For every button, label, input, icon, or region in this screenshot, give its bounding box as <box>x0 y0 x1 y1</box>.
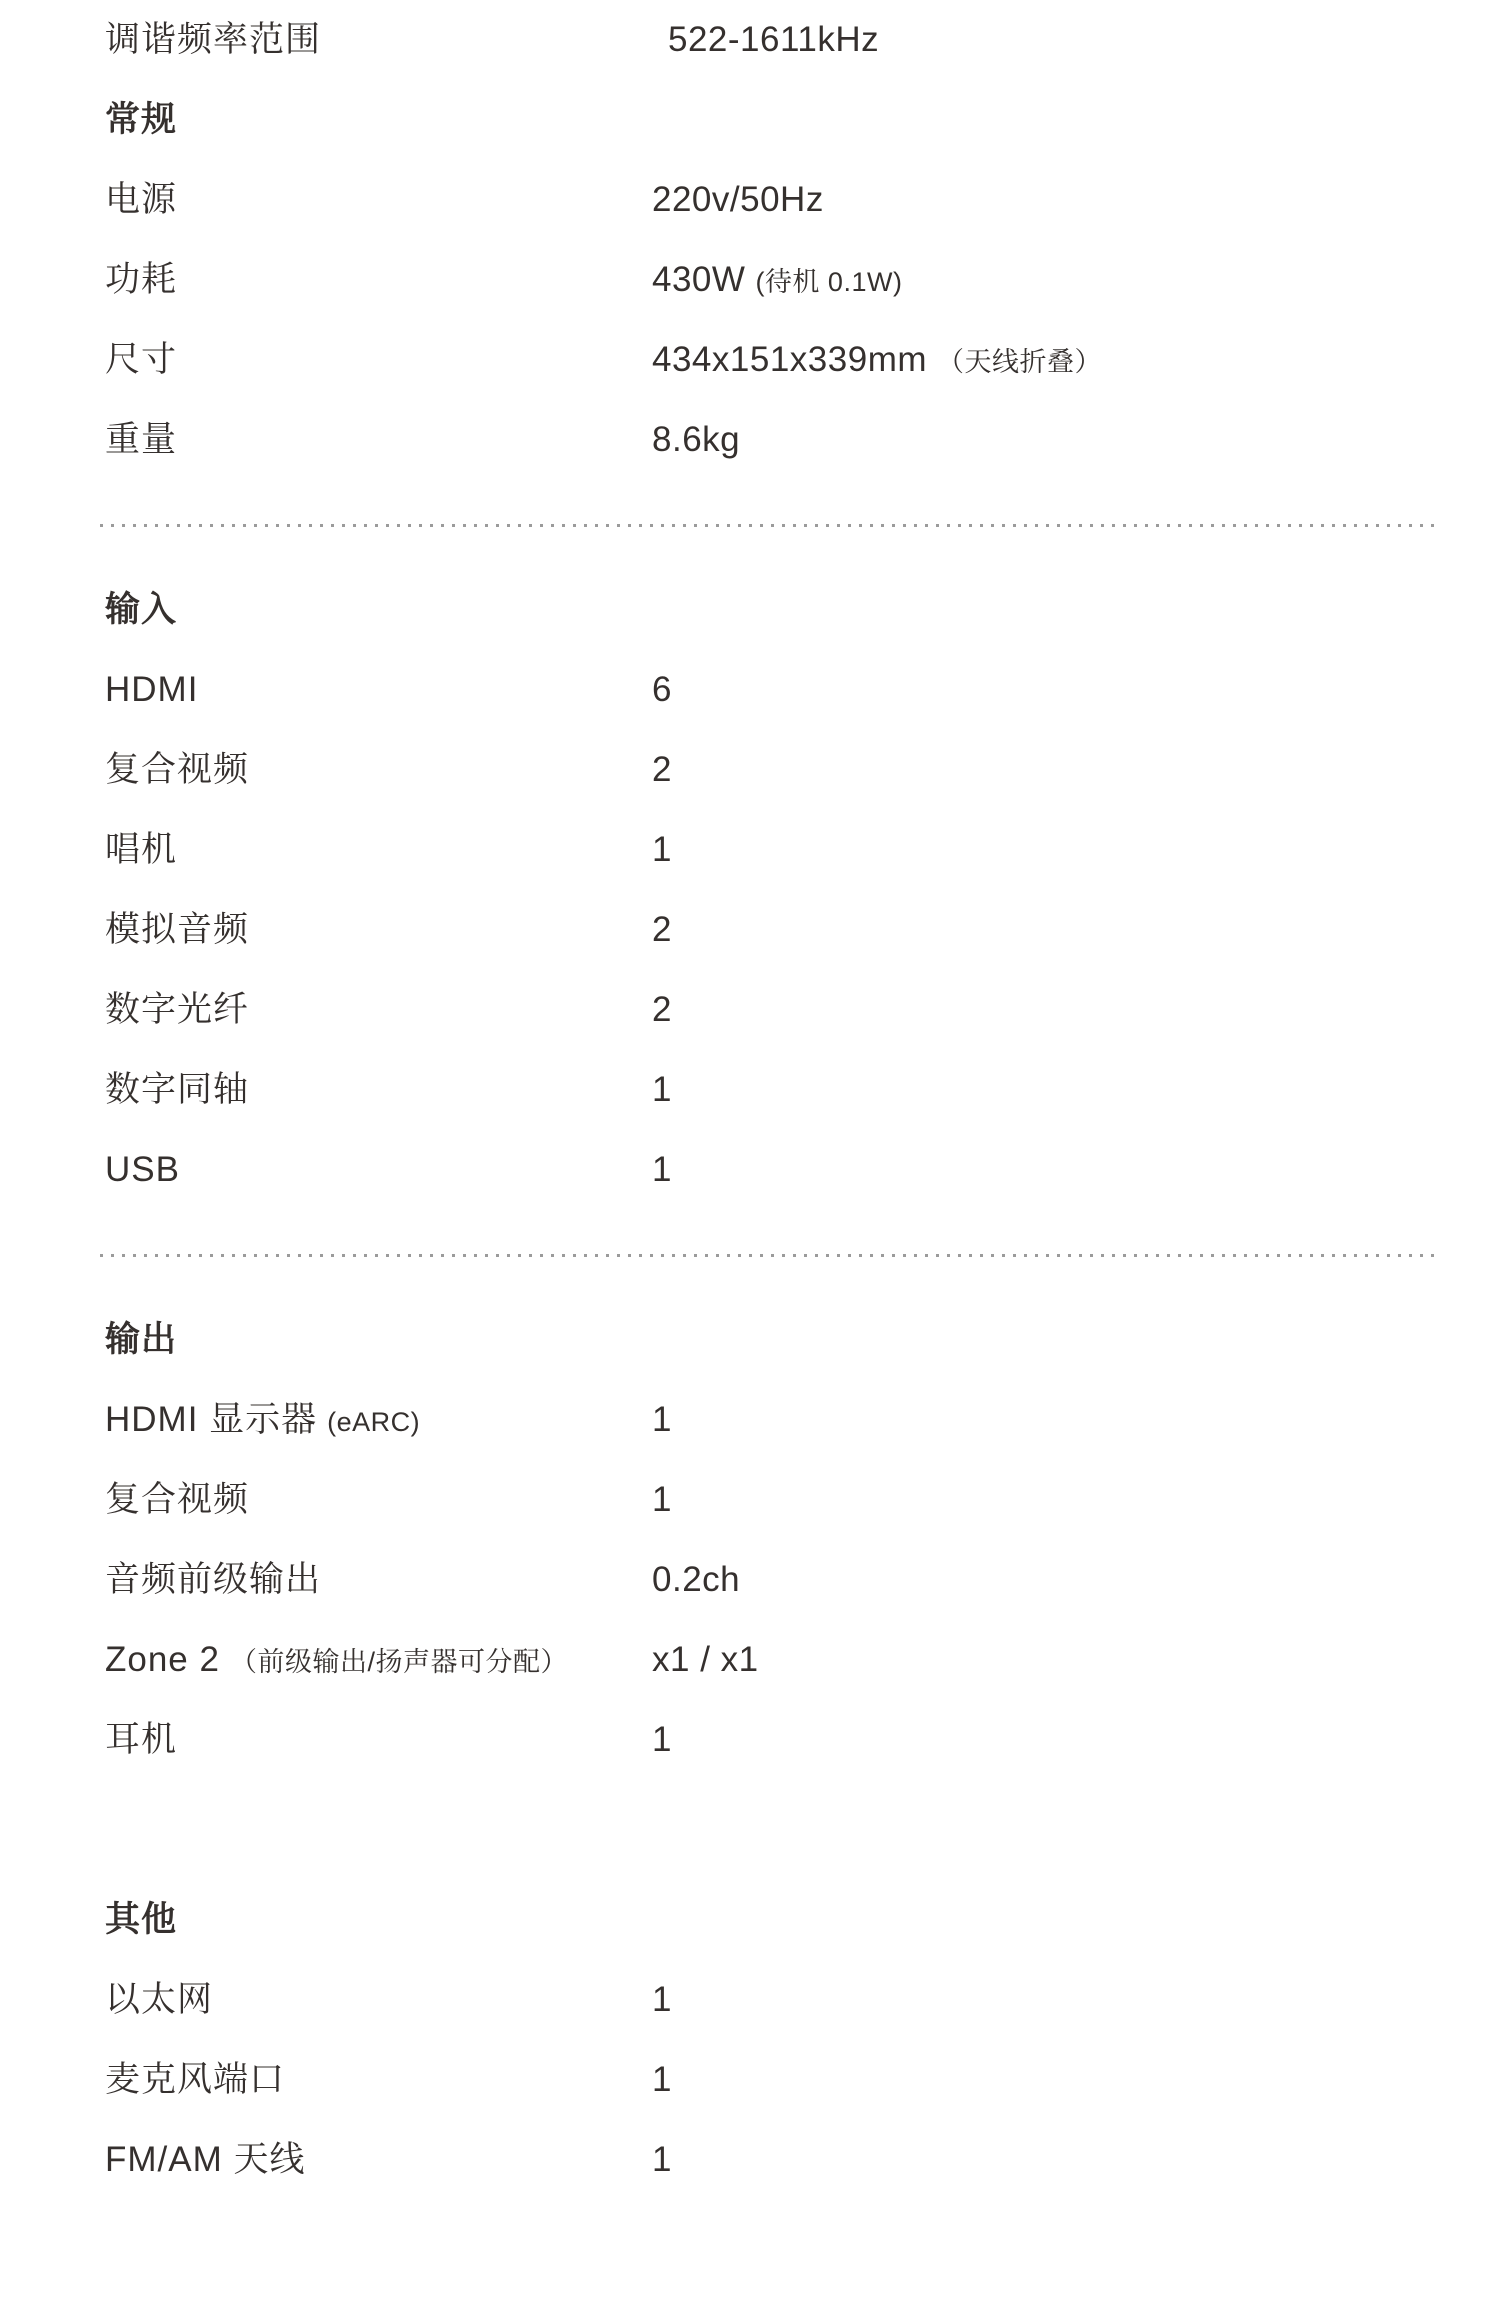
spec-label <box>105 240 652 320</box>
spec-label <box>105 1620 652 1702</box>
spec-row <box>0 1960 1500 2040</box>
spec-row <box>0 160 1500 240</box>
spec-label <box>105 320 652 400</box>
spec-label-text: 重量 <box>105 420 178 459</box>
spec-value <box>652 1560 740 1599</box>
spec-value-text: 2 <box>652 750 672 789</box>
spec-label-text: HDMI <box>105 670 199 709</box>
section-header: 输入 <box>105 590 178 629</box>
spec-value <box>652 420 740 459</box>
spec-value-text: 1 <box>652 1400 672 1439</box>
spec-value <box>652 670 672 709</box>
spec-label-note: （前级输出/扬声器可分配） <box>229 1647 568 1677</box>
spec-label-text: 数字同轴 <box>105 1070 250 1109</box>
section-header: 其他 <box>105 1900 178 1939</box>
spec-value <box>652 1720 672 1759</box>
spec-value-text: 8.6kg <box>652 420 741 459</box>
spec-label <box>105 970 652 1050</box>
spec-label <box>105 1130 652 1210</box>
spec-value <box>652 1640 759 1679</box>
spec-label <box>105 1380 652 1462</box>
spec-value-text: 1 <box>652 1070 672 1109</box>
dotted-divider-line <box>100 1254 1440 1257</box>
spec-value <box>652 180 824 219</box>
spec-label-text: 电源 <box>105 180 178 219</box>
spec-value <box>652 1980 672 2019</box>
spec-row <box>0 970 1500 1050</box>
spec-value <box>652 910 672 949</box>
spec-label <box>105 400 652 480</box>
spec-value-text: 220v/50Hz <box>652 180 824 219</box>
spec-label-text: 耳机 <box>105 1720 178 1759</box>
spec-row <box>0 1460 1500 1540</box>
spec-label <box>105 0 652 80</box>
spec-label-text: 复合视频 <box>105 750 250 789</box>
spec-label <box>105 1700 652 1780</box>
spec-label-text: 数字光纤 <box>105 990 250 1029</box>
spec-value-text: 1 <box>652 2060 672 2099</box>
spec-value <box>652 1070 672 1109</box>
spec-label <box>105 1460 652 1540</box>
spec-value <box>652 990 672 1029</box>
spec-value <box>652 2140 672 2179</box>
spec-value-note: （天线折叠） <box>937 347 1102 377</box>
spec-row <box>0 810 1500 890</box>
spec-label-text: Zone 2 <box>105 1640 220 1679</box>
spec-value <box>652 750 672 789</box>
spec-row <box>0 320 1500 400</box>
section-divider <box>0 480 1500 570</box>
spec-label-text: 调谐频率范围 <box>105 20 322 59</box>
spec-row <box>0 2040 1500 2120</box>
spec-label-text: HDMI 显示器 <box>105 1400 318 1439</box>
spec-value <box>652 20 879 59</box>
spec-row <box>0 1540 1500 1620</box>
spec-label-text: 以太网 <box>105 1980 214 2019</box>
spec-value-text: 6 <box>652 670 672 709</box>
spec-value-text: x1 / x1 <box>652 1640 759 1679</box>
spec-label-text: FM/AM 天线 <box>105 2140 306 2179</box>
spec-label-text: 尺寸 <box>105 340 178 379</box>
spec-value-text: 1 <box>652 2140 672 2179</box>
section-header: 常规 <box>105 100 178 139</box>
spec-label-note: (eARC) <box>327 1407 421 1437</box>
spec-value-text: 2 <box>652 910 672 949</box>
spec-row <box>0 0 1500 80</box>
spec-label-text: 麦克风端口 <box>105 2060 286 2099</box>
spec-value-note: (待机 0.1W) <box>755 267 903 297</box>
dotted-divider-line <box>100 524 1440 527</box>
spec-label-text: 模拟音频 <box>105 910 250 949</box>
spec-value-text: 1 <box>652 1980 672 2019</box>
spec-row <box>0 1380 1500 1460</box>
spec-value <box>652 260 902 299</box>
spec-label-text: 复合视频 <box>105 1480 250 1519</box>
spec-label <box>105 1540 652 1620</box>
spec-row <box>0 1620 1500 1700</box>
spec-value <box>652 1400 672 1439</box>
spec-value <box>652 830 672 869</box>
section-gap <box>0 1780 1500 1880</box>
spec-row <box>0 400 1500 480</box>
spec-value <box>652 1480 672 1519</box>
spec-row <box>0 1130 1500 1210</box>
spec-value-text: 1 <box>652 1480 672 1519</box>
spec-row <box>0 1700 1500 1780</box>
spec-label <box>105 2040 652 2120</box>
spec-value-text: 2 <box>652 990 672 1029</box>
spec-label <box>105 890 652 970</box>
spec-label <box>105 1960 652 2040</box>
spec-row <box>0 730 1500 810</box>
spec-value-text: 1 <box>652 1720 672 1759</box>
spec-value-text: 0.2ch <box>652 1560 741 1599</box>
spec-row <box>0 240 1500 320</box>
spec-row <box>0 650 1500 730</box>
spec-value <box>652 1150 672 1189</box>
spec-value <box>652 340 1102 379</box>
spec-label-text: USB <box>105 1150 180 1189</box>
spec-value-text: 1 <box>652 1150 672 1189</box>
spec-value-text: 434x151x339mm <box>652 340 927 379</box>
spec-label <box>105 730 652 810</box>
spec-label <box>105 160 652 240</box>
spec-label-text: 唱机 <box>105 830 178 869</box>
spec-label-text: 音频前级输出 <box>105 1560 322 1599</box>
spec-label <box>105 650 652 730</box>
spec-row <box>0 1050 1500 1130</box>
spec-value-text: 1 <box>652 830 672 869</box>
spec-label <box>105 2120 652 2200</box>
spec-label <box>105 1050 652 1130</box>
spec-row <box>0 2120 1500 2200</box>
section-header: 输出 <box>105 1320 178 1359</box>
spec-label <box>105 810 652 890</box>
spec-value-text: 522-1611kHz <box>668 20 880 59</box>
spec-row <box>0 890 1500 970</box>
section-divider <box>0 1210 1500 1300</box>
spec-value-text: 430W <box>652 260 746 299</box>
spec-value <box>652 2060 672 2099</box>
spec-label-text: 功耗 <box>105 260 178 299</box>
